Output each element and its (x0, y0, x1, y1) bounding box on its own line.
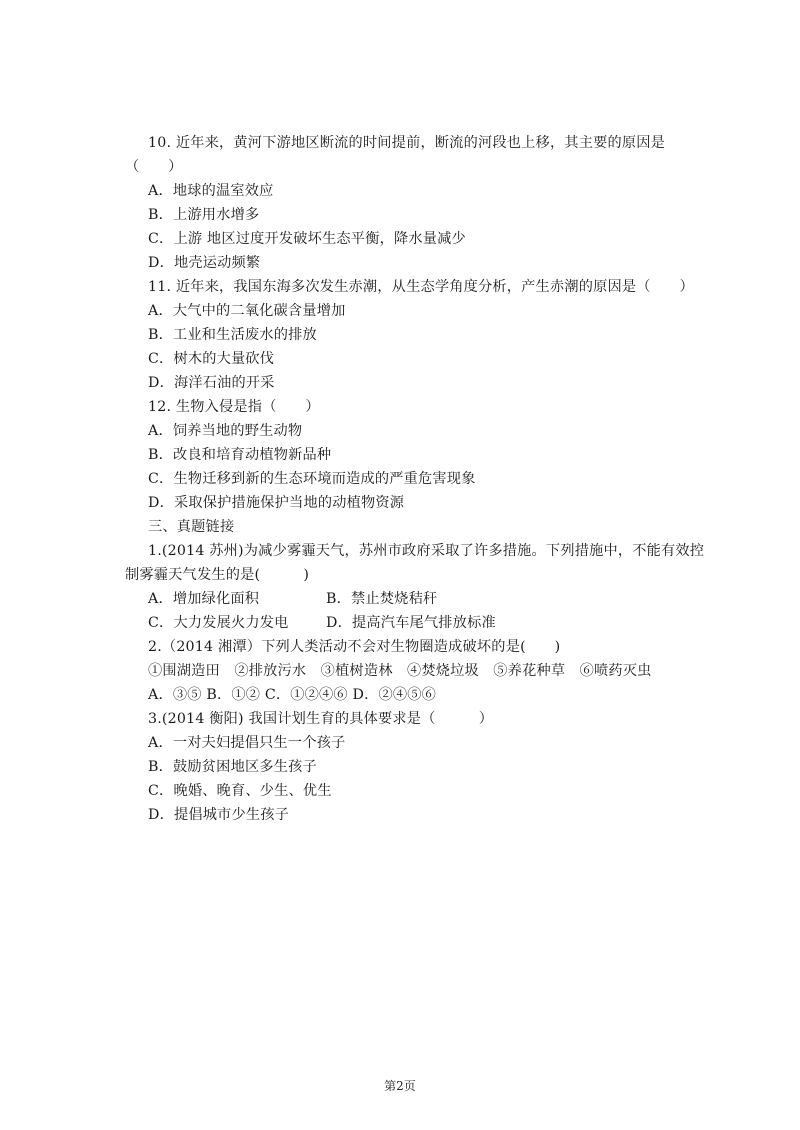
q10-option-c: C．上游 地区过度开发破坏生态平衡，降水量减少 (148, 231, 466, 247)
q12-option-d: D．采取保护措施保护当地的动植物资源 (148, 495, 405, 511)
q10-answer-paren: （ ） (125, 159, 183, 175)
z1-option-c: C．大力发展火力发电 (148, 615, 289, 631)
z2-options: A．③⑤ B．①② C．①②④⑥ D．②④⑤⑥ (148, 687, 437, 703)
z3-stem: 3.(2014 衡阳) 我国计划生育的具体要求是（ ） (148, 711, 494, 727)
z1-stem-line2: 制雾霾天气发生的是( ) (125, 567, 310, 583)
z1-option-a: A．增加绿化面积 (148, 591, 260, 607)
q12-option-c: C．生物迁移到新的生态环境而造成的严重危害现象 (148, 471, 476, 487)
z1-stem-line1: 1.(2014 苏州)为减少雾霾天气，苏州市政府采取了许多措施。下列措施中，不能有效控 (148, 543, 705, 559)
z3-option-c: C．晚婚、晚育、少生、优生 (148, 783, 332, 799)
q12-option-a: A．饲养当地的野生动物 (148, 423, 303, 439)
section-heading: 三、真题链接 (148, 519, 235, 535)
z1-option-d: D．提高汽车尾气排放标准 (326, 615, 496, 631)
q10-option-d: D．地壳运动频繁 (148, 255, 261, 271)
q10-option-a: A．地球的温室效应 (148, 183, 274, 199)
z1-option-b: B．禁止焚烧秸秆 (326, 591, 438, 607)
q11-option-b: B．工业和生活废水的排放 (148, 327, 317, 343)
q11-option-c: C．树木的大量砍伐 (148, 351, 275, 367)
q12-stem: 12. 生物入侵是指（ ） (148, 399, 320, 415)
q11-stem: 11. 近年来，我国东海多次发生赤潮，从生态学角度分析，产生赤潮的原因是（ ） (148, 279, 694, 295)
z3-option-a: A．一对夫妇提倡只生一个孩子 (148, 735, 346, 751)
q11-option-d: D．海洋石油的开采 (148, 375, 275, 391)
z3-option-d: D．提倡城市少生孩子 (148, 807, 290, 823)
z3-option-b: B．鼓励贫困地区多生孩子 (148, 759, 317, 775)
z2-activities: ①围湖造田 ②排放污水 ③植树造林 ④焚烧垃圾 ⑤养花种草 ⑥喷药灭虫 (148, 663, 652, 679)
q10-option-b: B．上游用水增多 (148, 207, 260, 223)
z2-stem: 2.（2014 湘潭）下列人类活动不会对生物圈造成破坏的是( ) (148, 639, 561, 655)
page-number: 第2页 (384, 1079, 416, 1093)
q12-option-b: B．改良和培育动植物新品种 (148, 447, 332, 463)
q10-stem: 10. 近年来，黄河下游地区断流的时间提前，断流的河段也上移，其主要的原因是 (148, 135, 666, 151)
q11-option-a: A．大气中的二氧化碳含量增加 (148, 303, 346, 319)
